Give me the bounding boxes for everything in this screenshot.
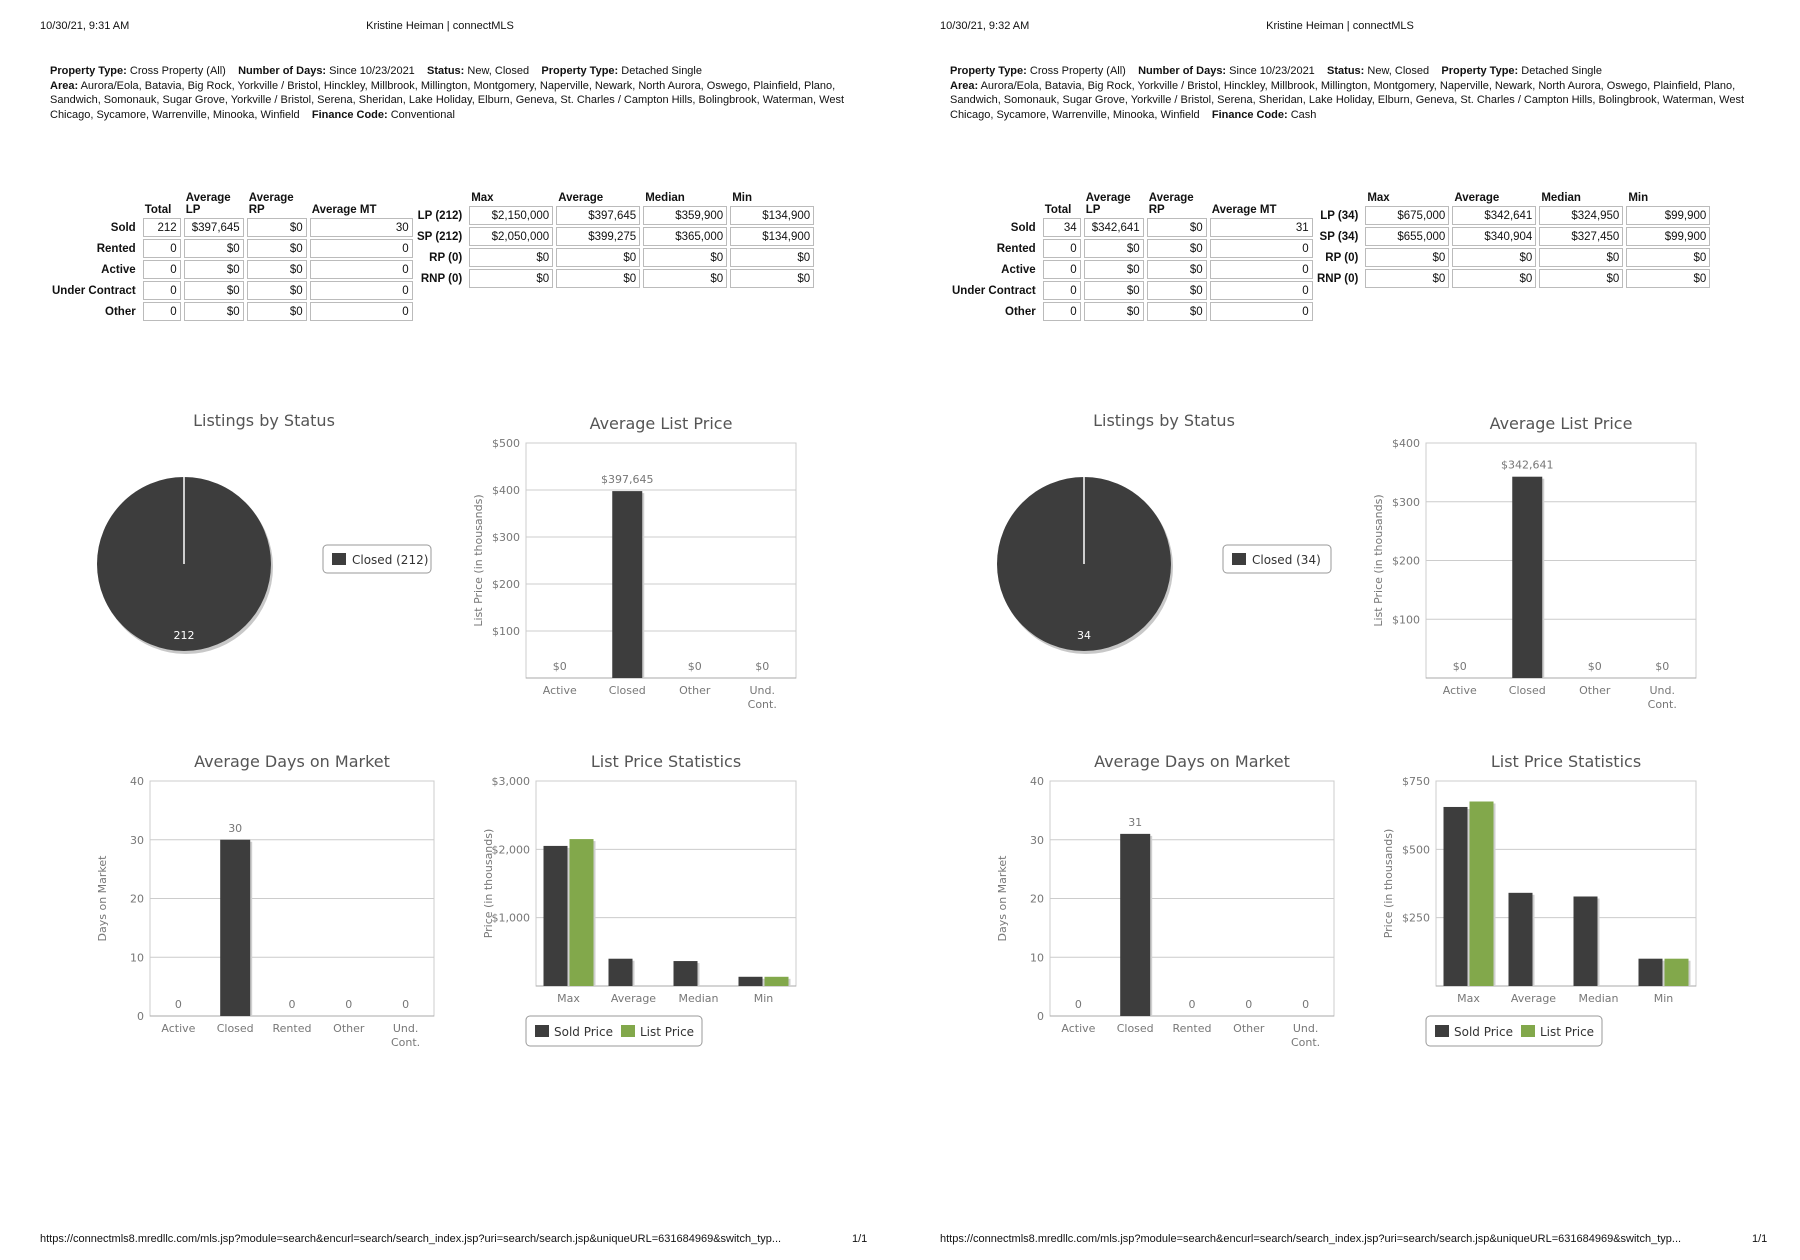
criteria-label: Status: bbox=[427, 65, 465, 77]
x-tick-label: Closed bbox=[608, 684, 646, 697]
criteria-label: Property Type: bbox=[1441, 65, 1519, 77]
bar bbox=[220, 840, 250, 1016]
row-label: RP (0) bbox=[429, 251, 463, 264]
print-footer bbox=[940, 1233, 1768, 1245]
x-tick-label: Active bbox=[1061, 1022, 1096, 1035]
table-cell: $0 bbox=[1626, 269, 1710, 288]
y-tick-label: $1,000 bbox=[491, 911, 530, 925]
criteria-label: Property Type: bbox=[541, 65, 619, 77]
legend-swatch bbox=[621, 1025, 635, 1037]
y-tick-label: 40 bbox=[1030, 775, 1044, 788]
y-axis-title: List Price (in thousands) bbox=[472, 494, 485, 627]
pie-data-label: 34 bbox=[1077, 629, 1091, 642]
data-label: 30 bbox=[228, 821, 243, 835]
criteria-label: Property Type: bbox=[50, 65, 127, 77]
column-header: Average MT bbox=[1211, 204, 1277, 216]
x-tick-label: Rented bbox=[272, 1022, 312, 1035]
table-cell: $342,641 bbox=[1084, 218, 1144, 237]
y-tick-label: 40 bbox=[130, 775, 144, 788]
row-label: Sold bbox=[110, 221, 136, 234]
criteria-value: Cross Property (All) bbox=[129, 65, 226, 77]
table-cell: $0 bbox=[184, 239, 244, 258]
x-tick-label: Active bbox=[1442, 684, 1477, 697]
x-tick-label: Other bbox=[679, 684, 711, 697]
data-label: 0 bbox=[174, 998, 182, 1011]
criteria-value: Aurora/Eola, Batavia, Big Rock, Yorkville / Bristol, Hinckley, Millbrook, Millington, Montgomery, Naperville, Newark, North Aurora, Oswego, Plainfield, Plano, Sandwich, Somonauk, Sugar Grove, Yorkville / Bristol, Serena, Sheridan, Lake Holiday, Elburn, Geneva, St. Charles / Campton Hills, Bolingbrook, Waterman, West Chicago, Sycamore, Warrenville, Minooka, Winfield bbox=[950, 79, 1745, 121]
row-label: RP (0) bbox=[1325, 251, 1359, 264]
column-header: Max bbox=[471, 192, 494, 204]
table-cell: 0 bbox=[143, 239, 181, 258]
bar bbox=[1444, 807, 1468, 986]
criteria-label: Number of Days: bbox=[238, 65, 327, 77]
data-label: 0 bbox=[1188, 998, 1196, 1011]
column-header: Min bbox=[732, 192, 752, 204]
bar bbox=[1665, 959, 1689, 986]
row-label: Under Contract bbox=[952, 284, 1036, 297]
x-tick-label: Closed bbox=[1116, 1022, 1154, 1035]
y-tick-label: $300 bbox=[492, 531, 520, 544]
row-label: Rented bbox=[96, 242, 136, 255]
legend-swatch bbox=[332, 553, 346, 565]
legend-label: Closed (212) bbox=[352, 553, 429, 567]
x-tick-label: Min bbox=[1653, 992, 1674, 1005]
x-tick-label: Other bbox=[1233, 1022, 1265, 1035]
table-cell: 0 bbox=[310, 302, 413, 321]
data-label: 0 bbox=[402, 998, 410, 1011]
row-label: Sold bbox=[1010, 221, 1036, 234]
table-cell: $0 bbox=[1084, 260, 1144, 279]
criteria-label: Finance Code: bbox=[1211, 108, 1288, 121]
criteria-value: Aurora/Eola, Batavia, Big Rock, Yorkville / Bristol, Hinckley, Millbrook, Millington, Montgomery, Naperville, Newark, North Aurora, Oswego, Plainfield, Plano, Sandwich, Somonauk, Sugar Grove, Yorkville / Bristol, Serena, Sheridan, Lake Holiday, Elburn, Geneva, St. Charles / Campton Hills, Bolingbrook, Waterman, West Chicago, Sycamore, Warrenville, Minooka, Winfield bbox=[50, 79, 845, 121]
y-tick-label: $200 bbox=[1392, 554, 1420, 568]
table-cell: 0 bbox=[143, 260, 181, 279]
table-cell: 0 bbox=[1043, 302, 1081, 321]
bar bbox=[1470, 802, 1494, 987]
table-cell: $0 bbox=[1084, 239, 1144, 258]
data-label: 0 bbox=[288, 998, 296, 1011]
y-tick-label: 20 bbox=[130, 892, 144, 906]
table-cell: $365,000 bbox=[643, 227, 727, 246]
table-cell: $0 bbox=[1539, 269, 1623, 288]
data-label: $0 bbox=[552, 660, 567, 673]
table-cell: $0 bbox=[730, 269, 814, 288]
criteria-value: Since 10/23/2021 bbox=[329, 65, 415, 77]
row-label: LP (34) bbox=[1320, 209, 1359, 222]
legend-swatch bbox=[535, 1025, 549, 1037]
legend-label: List Price bbox=[640, 1025, 695, 1039]
x-tick-label: Closed bbox=[216, 1022, 254, 1035]
x-tick-label: Cont. bbox=[1647, 698, 1677, 711]
criteria-value: New, Closed bbox=[1367, 65, 1430, 77]
legend-swatch bbox=[1232, 553, 1246, 565]
table-cell: $327,450 bbox=[1539, 227, 1623, 246]
table-cell: $0 bbox=[469, 269, 553, 288]
table-cell: $0 bbox=[1147, 281, 1207, 300]
x-tick-label: Und. bbox=[749, 684, 776, 697]
row-label: RNP (0) bbox=[1317, 272, 1359, 285]
column-header: Average bbox=[558, 192, 604, 204]
y-axis-title: List Price (in thousands) bbox=[1372, 494, 1385, 627]
row-label: LP (212) bbox=[417, 209, 463, 222]
x-tick-label: Max bbox=[1457, 992, 1480, 1005]
x-tick-label: Other bbox=[1579, 684, 1611, 697]
legend-label: List Price bbox=[1540, 1025, 1595, 1039]
y-tick-label: $400 bbox=[1392, 437, 1420, 450]
row-label: Other bbox=[1005, 305, 1036, 318]
bar bbox=[1509, 893, 1533, 986]
row-label: Active bbox=[1001, 263, 1036, 276]
table-cell: $134,900 bbox=[730, 227, 814, 246]
y-tick-label: $100 bbox=[1392, 613, 1420, 627]
criteria-label: Area: bbox=[950, 79, 979, 92]
column-header: Median bbox=[1541, 192, 1581, 204]
bar bbox=[765, 977, 789, 986]
table-cell: $397,645 bbox=[556, 206, 640, 225]
table-cell: $99,900 bbox=[1626, 227, 1710, 246]
x-tick-label: Average bbox=[1510, 992, 1557, 1005]
legend-label: Closed (34) bbox=[1252, 553, 1321, 567]
data-label: $0 bbox=[1452, 660, 1467, 673]
pie-data-label: 212 bbox=[173, 629, 195, 642]
y-tick-label: $300 bbox=[1392, 495, 1420, 509]
table-cell: $397,645 bbox=[184, 218, 244, 237]
y-tick-label: 30 bbox=[1030, 833, 1044, 847]
row-label: SP (34) bbox=[1319, 230, 1359, 243]
table-cell: $2,050,000 bbox=[469, 227, 553, 246]
table-cell: 0 bbox=[1210, 302, 1313, 321]
table-cell: $0 bbox=[1365, 269, 1449, 288]
table-cell: $0 bbox=[730, 248, 814, 267]
criteria-label: Finance Code: bbox=[311, 108, 388, 121]
table-cell: $0 bbox=[1452, 248, 1536, 267]
column-header: Average bbox=[1454, 192, 1500, 204]
row-label: Rented bbox=[996, 242, 1036, 255]
bar bbox=[570, 839, 594, 986]
column-header: Average MT bbox=[311, 204, 377, 216]
table-cell: $0 bbox=[1147, 302, 1207, 321]
table-cell: $0 bbox=[469, 248, 553, 267]
x-tick-label: Cont. bbox=[390, 1036, 421, 1049]
data-label: $0 bbox=[755, 660, 770, 673]
criteria-value: Cross Property (All) bbox=[1029, 65, 1126, 77]
table-cell: $359,900 bbox=[643, 206, 727, 225]
y-tick-label: 20 bbox=[1030, 892, 1044, 906]
column-header: Max bbox=[1367, 192, 1390, 204]
table-cell: 30 bbox=[310, 218, 413, 237]
table-cell: $0 bbox=[184, 281, 244, 300]
table-cell: $0 bbox=[1452, 269, 1536, 288]
bar bbox=[1512, 477, 1542, 678]
legend-swatch bbox=[1521, 1025, 1535, 1037]
y-tick-label: $750 bbox=[1402, 775, 1430, 788]
column-header: Average LP bbox=[185, 192, 231, 216]
x-tick-label: Cont. bbox=[747, 698, 777, 711]
chart-title: List Price Statistics bbox=[1490, 752, 1642, 771]
table-cell: 0 bbox=[1043, 260, 1081, 279]
criteria-value: Conventional bbox=[390, 108, 455, 121]
table-cell: $0 bbox=[1084, 281, 1144, 300]
table-cell: $0 bbox=[643, 248, 727, 267]
table-cell: $0 bbox=[247, 218, 307, 237]
report-page bbox=[900, 0, 1800, 1260]
table-cell: 31 bbox=[1210, 218, 1313, 237]
x-tick-label: Cont. bbox=[1290, 1036, 1321, 1049]
bar bbox=[1639, 959, 1663, 986]
column-header: Average LP bbox=[1085, 192, 1131, 216]
table-cell: $0 bbox=[1084, 302, 1144, 321]
table-cell: $0 bbox=[643, 269, 727, 288]
table-cell: 0 bbox=[1210, 260, 1313, 279]
y-tick-label: 0 bbox=[137, 1010, 144, 1023]
print-timestamp: 10/30/21, 9:31 AM bbox=[40, 20, 130, 32]
table-cell: $0 bbox=[247, 260, 307, 279]
data-label: 0 bbox=[345, 998, 353, 1011]
x-tick-label: Average bbox=[610, 992, 657, 1005]
table-cell: 0 bbox=[1210, 239, 1313, 258]
legend-swatch bbox=[1435, 1025, 1449, 1037]
table-cell: $0 bbox=[1147, 218, 1207, 237]
table-cell: 0 bbox=[143, 302, 181, 321]
table-cell: $99,900 bbox=[1626, 206, 1710, 225]
table-cell: $342,641 bbox=[1452, 206, 1536, 225]
data-label: 0 bbox=[1074, 998, 1082, 1011]
chart-title: Listings by Status bbox=[193, 411, 335, 430]
column-header: Average RP bbox=[1148, 192, 1194, 216]
chart-title: Listings by Status bbox=[1093, 411, 1235, 430]
row-label: Other bbox=[105, 305, 136, 318]
chart-title: Average Days on Market bbox=[1094, 752, 1290, 771]
bar bbox=[544, 846, 568, 986]
x-tick-label: Closed bbox=[1508, 684, 1546, 697]
x-tick-label: Und. bbox=[1292, 1022, 1319, 1035]
data-label: $0 bbox=[687, 660, 702, 673]
y-tick-label: 10 bbox=[1030, 951, 1044, 965]
data-label: $0 bbox=[1587, 660, 1602, 673]
table-cell: $2,150,000 bbox=[469, 206, 553, 225]
table-cell: $0 bbox=[184, 302, 244, 321]
table-cell: $324,950 bbox=[1539, 206, 1623, 225]
x-tick-label: Max bbox=[557, 992, 580, 1005]
criteria-label: Area: bbox=[50, 79, 79, 92]
table-cell: $0 bbox=[1365, 248, 1449, 267]
bar bbox=[612, 491, 642, 678]
legend-label: Sold Price bbox=[554, 1025, 613, 1039]
table-cell: $0 bbox=[1147, 239, 1207, 258]
x-tick-label: Active bbox=[542, 684, 577, 697]
table-cell: 0 bbox=[1043, 281, 1081, 300]
table-cell: $0 bbox=[184, 260, 244, 279]
y-tick-label: $2,000 bbox=[491, 843, 530, 857]
row-label: RNP (0) bbox=[420, 272, 463, 285]
table-cell: 0 bbox=[310, 260, 413, 279]
x-tick-label: Other bbox=[333, 1022, 365, 1035]
table-cell: $340,904 bbox=[1452, 227, 1536, 246]
bar bbox=[674, 961, 698, 986]
y-tick-label: $100 bbox=[492, 625, 520, 638]
data-label: $342,641 bbox=[1501, 458, 1554, 472]
criteria-label: Number of Days: bbox=[1138, 65, 1227, 77]
column-header: Median bbox=[645, 192, 685, 204]
page-url: https://connectmls8.mredllc.com/mls.jsp?module=search&encurl=search/search_index.jsp?uri=search/search.jsp&uniqueURL=631684969&switch_typ... bbox=[940, 1233, 1682, 1245]
row-label: Under Contract bbox=[52, 284, 136, 297]
table-cell: $0 bbox=[1626, 248, 1710, 267]
table-cell: 212 bbox=[143, 218, 181, 237]
table-cell: 0 bbox=[1210, 281, 1313, 300]
page-number: 1/1 bbox=[852, 1233, 868, 1245]
table-cell: 0 bbox=[143, 281, 181, 300]
page-title: Kristine Heiman | connectMLS bbox=[366, 20, 514, 32]
bar bbox=[1120, 834, 1150, 1016]
page-url: https://connectmls8.mredllc.com/mls.jsp?module=search&encurl=search/search_index.jsp?uri=search/search.jsp&uniqueURL=631684969&switch_typ... bbox=[40, 1233, 782, 1245]
plot-frame bbox=[526, 443, 796, 678]
table-cell: $0 bbox=[1147, 260, 1207, 279]
y-tick-label: $200 bbox=[492, 578, 520, 591]
data-label: 0 bbox=[1302, 998, 1310, 1011]
table-cell: 0 bbox=[310, 239, 413, 258]
column-header: Total bbox=[1044, 204, 1072, 216]
table-cell: 34 bbox=[1043, 218, 1081, 237]
data-label: $0 bbox=[1655, 660, 1670, 673]
y-tick-label: 10 bbox=[130, 951, 144, 965]
chart-title: Average List Price bbox=[589, 414, 733, 433]
column-header: Average RP bbox=[248, 192, 294, 216]
x-tick-label: Und. bbox=[1649, 684, 1676, 697]
y-axis-title: Days on Market bbox=[996, 855, 1009, 942]
legend-label: Sold Price bbox=[1454, 1025, 1513, 1039]
y-axis-title: Price (in thousands) bbox=[482, 828, 495, 939]
data-label: 0 bbox=[1245, 998, 1253, 1011]
table-cell: $0 bbox=[247, 281, 307, 300]
criteria-label: Status: bbox=[1327, 65, 1365, 77]
x-tick-label: Und. bbox=[392, 1022, 419, 1035]
data-label: 31 bbox=[1128, 815, 1143, 829]
x-tick-label: Median bbox=[678, 992, 719, 1005]
table-cell: $134,900 bbox=[730, 206, 814, 225]
criteria-value: Cash bbox=[1290, 108, 1317, 121]
table-cell: $0 bbox=[1539, 248, 1623, 267]
y-tick-label: $3,000 bbox=[491, 775, 530, 788]
bar bbox=[1574, 896, 1598, 986]
x-tick-label: Active bbox=[161, 1022, 196, 1035]
chart-title: Average List Price bbox=[1489, 414, 1633, 433]
criteria-value: Detached Single bbox=[621, 65, 702, 77]
print-timestamp: 10/30/21, 9:32 AM bbox=[940, 20, 1030, 32]
y-axis-title: Days on Market bbox=[96, 855, 109, 942]
y-axis-title: Price (in thousands) bbox=[1382, 828, 1395, 939]
column-header: Total bbox=[144, 204, 172, 216]
chart-title: List Price Statistics bbox=[590, 752, 742, 771]
y-tick-label: $400 bbox=[492, 484, 520, 497]
table-cell: 0 bbox=[1043, 239, 1081, 258]
y-tick-label: $250 bbox=[1402, 911, 1430, 925]
y-tick-label: $500 bbox=[1402, 843, 1430, 857]
data-label: $397,645 bbox=[601, 473, 654, 487]
charts-canvas bbox=[900, 0, 1800, 1100]
row-label: Active bbox=[101, 263, 136, 276]
criteria-label: Property Type: bbox=[950, 65, 1027, 77]
row-label: SP (212) bbox=[417, 230, 463, 243]
table-cell: $399,275 bbox=[556, 227, 640, 246]
print-footer bbox=[40, 1233, 868, 1245]
charts-canvas bbox=[0, 0, 900, 1100]
y-tick-label: $500 bbox=[492, 437, 520, 450]
criteria-value: Detached Single bbox=[1521, 65, 1602, 77]
bar bbox=[609, 959, 633, 986]
bar bbox=[739, 977, 763, 986]
table-cell: $675,000 bbox=[1365, 206, 1449, 225]
chart-title: Average Days on Market bbox=[194, 752, 390, 771]
column-header: Min bbox=[1628, 192, 1649, 204]
table-cell: 0 bbox=[310, 281, 413, 300]
table-cell: $655,000 bbox=[1365, 227, 1449, 246]
x-tick-label: Min bbox=[753, 992, 774, 1005]
criteria-value: New, Closed bbox=[467, 65, 530, 77]
table-cell: $0 bbox=[556, 248, 640, 267]
page-title: Kristine Heiman | connectMLS bbox=[1266, 20, 1414, 32]
x-tick-label: Rented bbox=[1172, 1022, 1212, 1035]
x-tick-label: Median bbox=[1578, 992, 1619, 1005]
table-cell: $0 bbox=[247, 239, 307, 258]
table-cell: $0 bbox=[247, 302, 307, 321]
table-cell: $0 bbox=[556, 269, 640, 288]
criteria-value: Since 10/23/2021 bbox=[1229, 65, 1315, 77]
y-tick-label: 30 bbox=[130, 833, 144, 847]
y-tick-label: 0 bbox=[1037, 1010, 1044, 1023]
page-number: 1/1 bbox=[1752, 1233, 1768, 1245]
